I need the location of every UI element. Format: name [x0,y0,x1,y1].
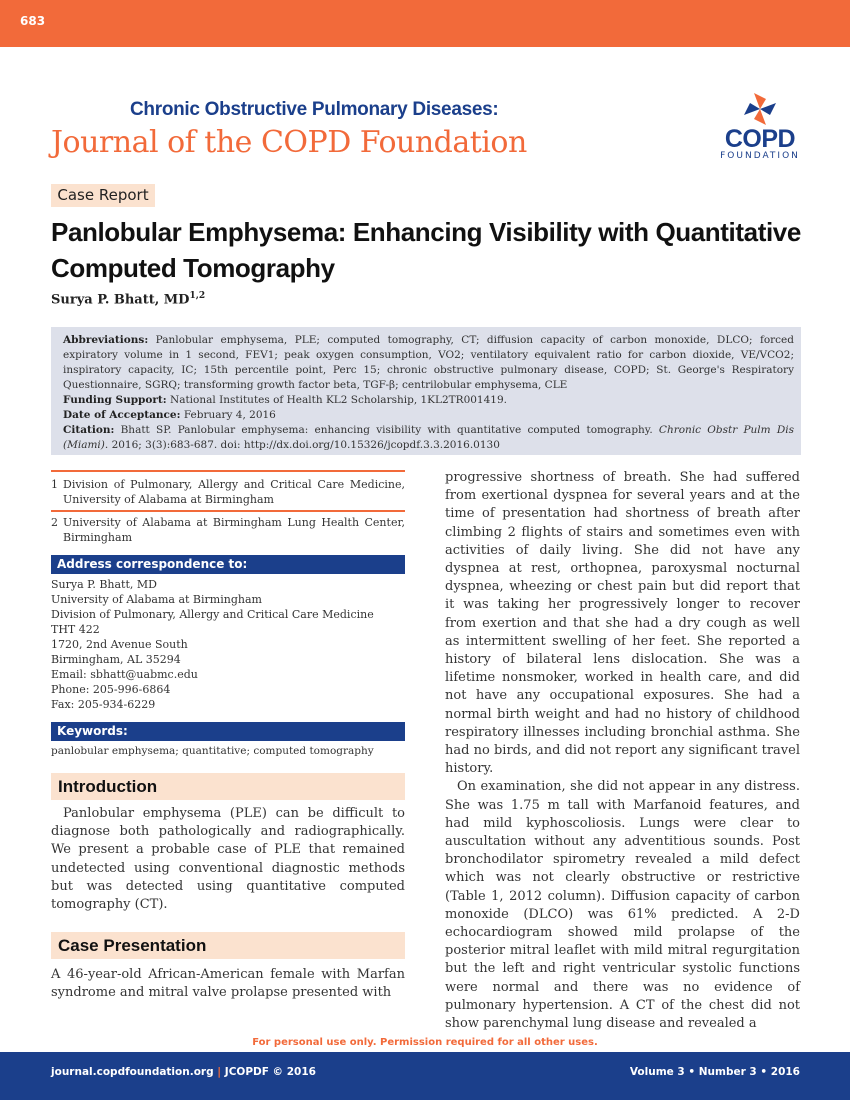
citation-journal: Chronic Obstr Pulm Dis (Miami). [63,424,794,451]
address-line: University of Alabama at Birmingham [51,593,262,606]
footer-volume: Volume 3 • Number 3 • 2016 [629,1066,800,1078]
address-email[interactable]: Email: sbhatt@uabmc.edu [51,668,198,681]
abbreviations-text: Panlobular emphysema, PLE; computed tomography, CT; diffusion capacity of carbon monoxide, DLCO; forced expiratory volume in 1 second, FEV1; peak oxygen consumption, VO2; ventilatory equivalent ratio for carbon dioxide, VE/VCO2; inspiratory capacity, IC; 15th percentile point, Perc 15; chronic obstructive pulmonary disease, COPD; St. George's Respiratory Questionnaire, SGRQ; transforming growth factor beta, TGF-β; centrilobular emphysema, CLE [63,334,794,391]
page-number: 683 [20,14,46,28]
affiliation-text: Division of Pulmonary, Allergy and Critical Care Medicine, University of Alabama at Birmingham [63,478,405,506]
affiliation-number: 2 [51,516,58,529]
address-line: Birmingham, AL 35294 [51,653,181,666]
case-presentation-heading: Case Presentation [51,932,405,959]
footer-left [51,1066,316,1078]
citation-text: Bhatt SP. Panlobular emphysema: enhancing visibility with quantitative computed tomography. [120,424,653,436]
citation-label: Citation: [63,424,115,436]
author-name: Surya P. Bhatt, MD [51,292,190,308]
address-phone: Phone: 205-996-6864 [51,683,171,696]
abbreviations-box [51,327,801,455]
keywords-heading: Keywords: [51,722,405,741]
funding-label: Funding Support: [63,394,167,406]
paragraph: A 46-year-old African-American female with Marfan syndrome and mitral valve prolapse presented with [51,967,405,1001]
affiliation-1 [51,477,405,507]
funding-text: National Institutes of Health KL2 Scholarship, 1KL2TR001419. [170,394,507,406]
introduction-body [51,805,405,914]
acceptance-label: Date of Acceptance: [63,409,181,421]
paragraph: Panlobular emphysema (PLE) can be difficult to diagnose both pathologically and radiographically. We present a probable case of PLE that remained undetected using conventional diagnostic methods but was detected using quantitative computed tomography (CT). [51,806,405,913]
affiliation-number: 1 [51,478,58,491]
acceptance-date: February 4, 2016 [183,409,276,421]
journal-title: Journal of the COPD Foundation [51,125,527,160]
divider-rule [51,510,405,512]
correspondence-address [51,577,405,712]
article-type-tag: Case Report [51,184,155,207]
paragraph: progressive shortness of breath. She had suffered from exertional dyspnea for several years and at the time of presentation had shortness of breath after climbing 2 flights of stairs and sometimes even with activities of daily living. She did not have any dyspnea at rest, orthopnea, paroxysmal nocturnal dyspnea, wheezing or chest pain but did report that it was taking her progressively longer to recover from exertion and that she had a dry cough as well as intermittent swelling of her feet. She reported a history of bilateral lens dislocation. She was a lifetime nonsmoker, worked in health care, and did not have any occupational exposures. She had a normal birth weight and had no history of childhood respiratory illnesses including bronchial asthma. She had no birds, and did not report any significant travel history. [445,470,800,777]
permission-note: For personal use only. Permission required for all other uses. [252,1037,598,1048]
footer-copyright: JCOPDF © 2016 [224,1066,316,1078]
article-title: Panlobular Emphysema: Enhancing Visibility with Quantitative Computed Tomography [51,217,801,283]
citation-reference[interactable]: 2016; 3(3):683-687. doi: http://dx.doi.org/10.15326/jcopdf.3.3.2016.0130 [111,439,500,451]
author-line [51,291,205,307]
address-line: THT 422 [51,623,100,636]
abbreviations-label: Abbreviations: [63,334,149,346]
paragraph: On examination, she did not appear in any distress. She was 1.75 m tall with Marfanoid features, and had mild kyphoscoliosis. Lungs were clear to auscultation without any adventitious sounds. Post bronchodilator spirometry revealed a mild defect which was not clearly obstructive or restrictive (Table 1, 2012 column). Diffusion capacity of carbon monoxide (DLCO) was 61% predicted. A 2-D echocardiogram showed mild prolapse of the posterior mitral leaflet with mild mitral regurgitation but the left and right ventricular systolic functions were normal and there was no evidence of pulmonary hypertension. A CT of the chest did not show parenchymal lung disease and revealed a [445,779,800,1032]
logo-subtext: FOUNDATION [720,151,800,161]
case-presentation-body [51,966,405,1002]
introduction-heading: Introduction [51,773,405,800]
address-line: Division of Pulmonary, Allergy and Critical Care Medicine [51,608,374,621]
author-affiliation-marks: 1,2 [189,291,206,301]
divider-rule [51,470,405,472]
footer-site-link[interactable]: journal.copdfoundation.org [51,1066,214,1078]
address-line: Surya P. Bhatt, MD [51,578,157,591]
top-bar [0,0,850,47]
journal-subtitle: Chronic Obstructive Pulmonary Diseases: [130,99,499,120]
logo-wordmark: COPD [724,125,796,153]
address-heading: Address correspondence to: [51,555,405,574]
footer-separator: | [217,1066,222,1078]
affiliation-2 [51,515,405,545]
address-fax: Fax: 205-934-6229 [51,698,156,711]
keywords-text: panlobular emphysema; quantitative; computed tomography [51,745,374,757]
address-line: 1720, 2nd Avenue South [51,638,188,651]
right-column-body [445,469,800,1033]
affiliation-text: University of Alabama at Birmingham Lung Health Center, Birmingham [63,516,405,544]
